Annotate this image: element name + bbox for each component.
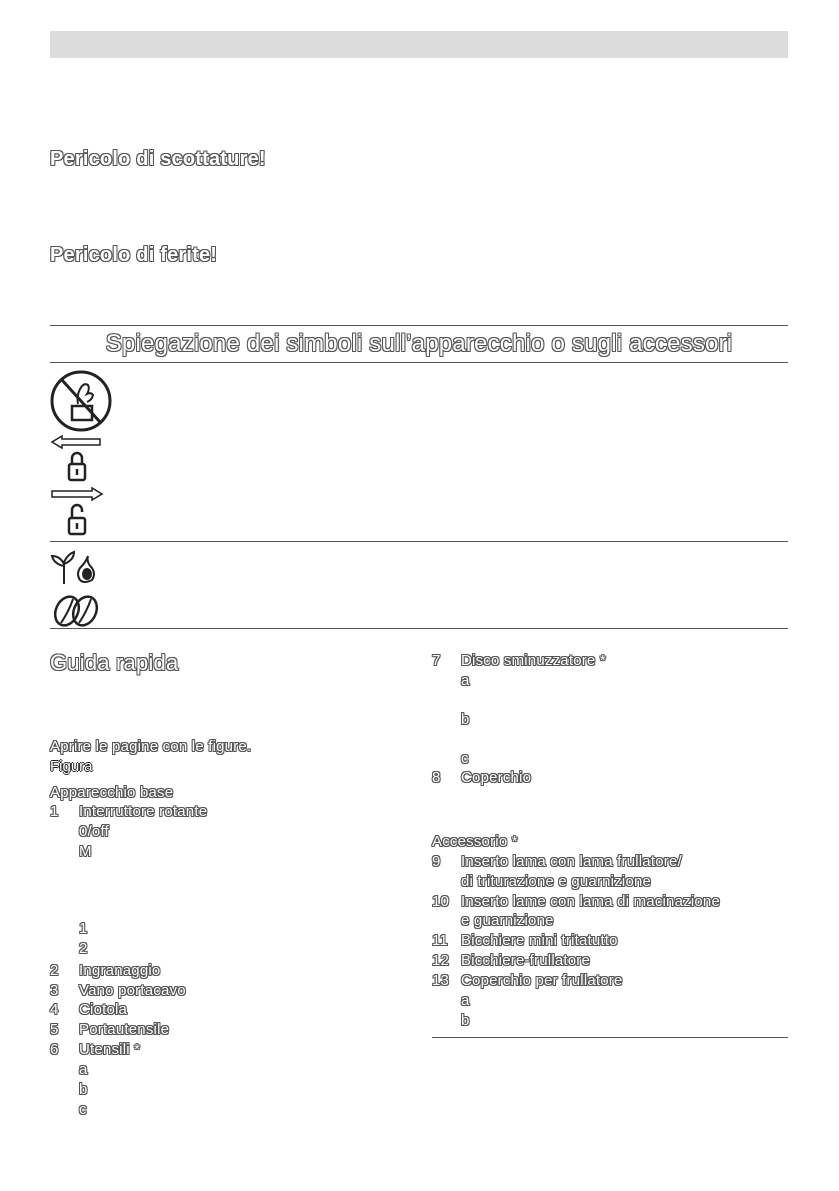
item-label: Inserto lama con lama frullatore/ <box>461 853 682 870</box>
item-label: a <box>461 672 470 689</box>
divider <box>50 325 788 326</box>
herbs-onion-icon <box>50 550 104 586</box>
divider <box>50 541 788 542</box>
item-label: b <box>461 711 470 728</box>
warning-burn-title: Pericolo di scottature! <box>50 148 266 170</box>
item-label: c <box>461 750 469 767</box>
divider <box>50 628 788 629</box>
item-label: Portautensile <box>79 1021 170 1038</box>
item-label: Coperchio <box>461 769 532 786</box>
item-label: Ciotola <box>79 1001 128 1018</box>
header-bar <box>50 31 788 58</box>
quick-guide-title: Guida rapida <box>50 650 179 675</box>
item-label: Utensili * <box>79 1041 141 1058</box>
item-label: Inserto lame con lama di macinazione <box>461 893 720 910</box>
accessory-heading: Accessorio * <box>432 833 518 850</box>
lock-arrow-left-icon <box>50 434 104 484</box>
item-number: 11 <box>432 932 448 949</box>
item-number: 13 <box>432 972 450 989</box>
coffee-beans-icon <box>50 594 104 628</box>
item-number: 1 <box>50 803 59 820</box>
figure-label: Figura <box>50 758 93 775</box>
item-label: Vano portacavo <box>79 982 186 999</box>
item-label: M <box>79 843 92 860</box>
warning-injury-title: Pericolo di ferite! <box>50 244 218 266</box>
item-number: 7 <box>432 652 441 669</box>
intro-text: Aprire le pagine con le figure. <box>50 738 252 755</box>
item-label: Disco sminuzzatore * <box>461 652 606 669</box>
item-number: 2 <box>50 962 59 979</box>
item-number: 5 <box>50 1021 59 1038</box>
item-number: 4 <box>50 1001 59 1018</box>
item-label: di triturazione e guarnizione <box>461 873 652 890</box>
item-label: 1 <box>79 920 88 937</box>
item-number: 12 <box>432 952 450 969</box>
item-label: b <box>461 1012 470 1029</box>
item-number: 10 <box>432 893 450 910</box>
item-number: 9 <box>432 853 441 870</box>
item-number: 3 <box>50 982 59 999</box>
divider <box>50 362 788 363</box>
item-label: e guarnizione <box>461 912 554 929</box>
no-hand-in-bowl-icon <box>50 370 114 432</box>
base-heading: Apparecchio base <box>50 784 174 801</box>
item-label: Bicchiere-frullatore <box>461 952 591 969</box>
item-label: c <box>79 1101 87 1118</box>
divider <box>432 1037 788 1038</box>
item-label: Bicchiere mini tritatutto <box>461 932 618 949</box>
item-label: 2 <box>79 940 88 957</box>
unlock-arrow-right-icon <box>50 486 104 538</box>
item-label: a <box>461 992 470 1009</box>
item-number: 8 <box>432 769 441 786</box>
item-label: a <box>79 1061 88 1078</box>
item-number: 6 <box>50 1041 59 1058</box>
item-label: 0/off <box>79 823 109 840</box>
item-label: Ingranaggio <box>79 962 161 979</box>
item-label: Interruttore rotante <box>79 803 208 820</box>
item-label: b <box>79 1081 88 1098</box>
item-label: Coperchio per frullatore <box>461 972 623 989</box>
symbols-section-title: Spiegazione dei simboli sull’apparecchio o sugli accessori <box>105 330 733 357</box>
